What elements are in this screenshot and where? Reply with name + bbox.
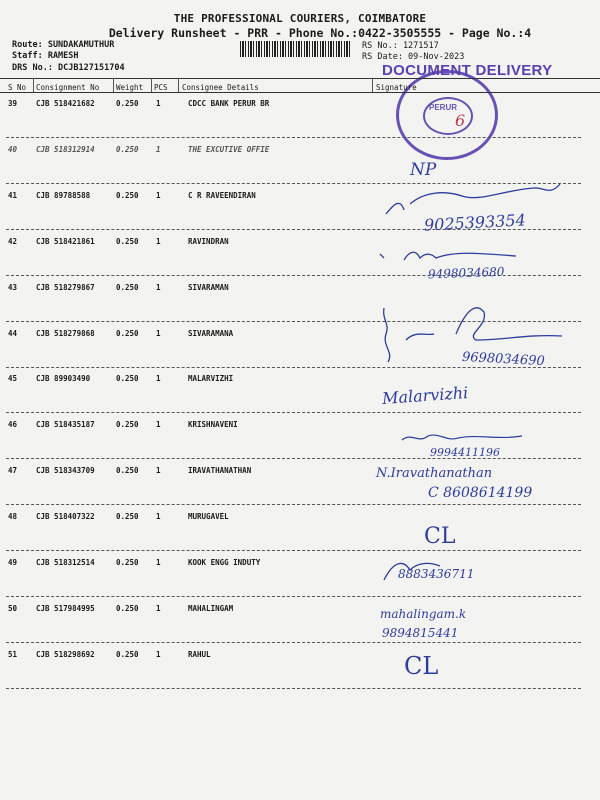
handwritten-phone-50: 9894815441 — [382, 626, 459, 640]
col-divider — [372, 78, 373, 92]
row-consignment-no: CJB 89788588 — [36, 190, 91, 200]
row-pcs: 1 — [156, 512, 161, 522]
handwritten-name-45: Malarvizhi — [381, 383, 469, 408]
row-separator — [6, 596, 581, 597]
row-weight: 0.250 — [116, 190, 139, 200]
row-weight: 0.250 — [116, 512, 139, 522]
row-sno: 41 — [8, 190, 18, 200]
route-label: Route: SUNDAKAMUTHUR — [12, 40, 115, 50]
row-weight: 0.250 — [116, 374, 139, 384]
row-pcs: 1 — [156, 649, 161, 659]
row-pcs: 1 — [156, 282, 161, 292]
table-row — [0, 650, 600, 690]
stamp-city: PERUR — [429, 103, 458, 112]
row-weight: 0.250 — [116, 328, 139, 338]
row-sno: 42 — [8, 236, 18, 246]
handwritten-phone-46: 9994411196 — [430, 446, 500, 459]
row-pcs: 1 — [156, 236, 161, 246]
row-consignment-no: CJB 518279868 — [36, 328, 95, 338]
table-row — [0, 374, 600, 414]
row-sno: 47 — [8, 466, 18, 476]
row-consignment-no: CJB 518343709 — [36, 466, 95, 476]
col-divider — [178, 78, 179, 92]
row-sno: 51 — [8, 649, 18, 659]
row-sno: 44 — [8, 328, 18, 338]
row-separator — [6, 642, 581, 643]
row-consignment-no: CJB 518421682 — [36, 99, 95, 108]
runsheet-title: Delivery Runsheet - PRR - Phone No.:0422-3505555 - Page No.:4 — [108, 26, 532, 40]
handwritten-name-47: N.Iravathanathan — [376, 466, 493, 481]
row-pcs: 1 — [156, 420, 161, 430]
row-consignee: MAHALINGAM — [188, 603, 234, 613]
header-bottom-rule — [0, 92, 600, 93]
row-sno: 39 — [8, 99, 18, 108]
row-consignment-no: CJB 518312914 — [36, 144, 95, 154]
handwritten-phone-47: C 8608614199 — [428, 485, 533, 501]
document-delivery-stamp-title: DOCUMENT DELIVERY — [382, 62, 553, 79]
row-consignee: SIVARAMANA — [188, 328, 234, 338]
row-consignment-no: CJB 518407322 — [36, 512, 95, 522]
row-weight: 0.250 — [116, 558, 139, 567]
col-header-consignment: Consignment No — [36, 83, 100, 92]
row-sno: 43 — [8, 282, 18, 292]
barcode — [240, 41, 350, 57]
row-pcs: 1 — [156, 190, 161, 200]
row-consignee: RAVINDRAN — [188, 236, 229, 246]
col-header-sno: S No — [8, 83, 27, 92]
handwritten-cl-48: CL — [424, 524, 456, 549]
row-consignment-no: CJB 89903490 — [36, 374, 91, 384]
row-pcs: 1 — [156, 144, 161, 154]
row-sno: 40 — [8, 144, 18, 154]
col-divider — [113, 78, 114, 92]
row-consignment-no: CJB 517984995 — [36, 603, 95, 613]
drs-number: DRS No.: DCJB127151704 — [12, 63, 125, 73]
row-consignment-no: CJB 518312514 — [36, 558, 95, 567]
col-header-pcs: PCS — [154, 83, 168, 92]
row-sno: 45 — [8, 374, 18, 384]
row-consignment-no: CJB 518279867 — [36, 282, 95, 292]
row-pcs: 1 — [156, 328, 161, 338]
row-pcs: 1 — [156, 374, 161, 384]
row-sno: 49 — [8, 558, 18, 567]
row-weight: 0.250 — [116, 144, 139, 154]
stamp-mark: 6 — [455, 111, 466, 130]
handwritten-phone-49: 8883436711 — [398, 567, 475, 581]
row-weight: 0.250 — [116, 603, 139, 613]
signature-scribble-41 — [384, 180, 564, 220]
table-row — [0, 604, 600, 644]
company-title: THE PROFESSIONAL COURIERS, COIMBATORE — [173, 12, 427, 25]
row-consignee: MALARVIZHI — [188, 374, 234, 384]
row-sno: 50 — [8, 603, 18, 613]
table-row — [0, 145, 600, 185]
handwritten-phone-44: 9698034690 — [461, 349, 546, 370]
row-consignee: RAHUL — [188, 649, 211, 659]
staff-label: Staff: RAMESH — [12, 51, 79, 61]
handwritten-cl-51: CL — [404, 652, 439, 680]
row-weight: 0.250 — [116, 420, 139, 430]
row-separator — [6, 137, 581, 138]
row-consignee: KOOK ENGG INDUTY — [188, 558, 261, 567]
table-row — [0, 558, 600, 598]
row-weight: 0.250 — [116, 236, 139, 246]
handwritten-name-50: mahalingam.k — [380, 607, 467, 621]
row-consignee: SIVARAMAN — [188, 282, 229, 292]
col-header-weight: Weight — [116, 83, 144, 92]
signature-scribble-49 — [380, 556, 470, 586]
row-pcs: 1 — [156, 99, 161, 108]
row-sno: 48 — [8, 512, 18, 522]
signature-scribble-44 — [376, 300, 576, 370]
row-consignee: KRISHNAVENI — [188, 420, 238, 430]
row-pcs: 1 — [156, 603, 161, 613]
row-separator — [6, 412, 581, 413]
col-header-signature: Signature — [376, 83, 417, 92]
row-sno: 46 — [8, 420, 18, 430]
row-weight: 0.250 — [116, 649, 139, 659]
row-weight: 0.250 — [116, 282, 139, 292]
row-consignee: CDCC BANK PERUR BR — [188, 99, 270, 108]
row-weight: 0.250 — [116, 99, 139, 108]
col-divider — [151, 78, 152, 92]
rs-number: RS No.: 1271517 — [362, 41, 439, 51]
handwritten-phone-41: 9025393354 — [423, 210, 527, 235]
table-row — [0, 99, 600, 139]
table-row — [0, 512, 600, 552]
row-consignee: MURUGAVEL — [188, 512, 229, 522]
col-divider — [33, 78, 34, 92]
signature-scribble-42 — [376, 244, 526, 274]
rs-date: RS Date: 09-Nov-2023 — [362, 52, 465, 62]
row-consignment-no: CJB 518435187 — [36, 420, 95, 430]
signature-scribble-46 — [398, 430, 548, 450]
row-pcs: 1 — [156, 558, 161, 567]
header-top-rule — [0, 78, 600, 79]
row-consignment-no: CJB 518421861 — [36, 236, 95, 246]
handwritten-phone-42: 9498034680 — [427, 264, 505, 282]
row-separator — [6, 688, 581, 689]
row-consignee: IRAVATHANATHAN — [188, 466, 252, 476]
row-consignee: C R RAVEENDIRAN — [188, 190, 256, 200]
row-separator — [6, 550, 581, 551]
row-weight: 0.250 — [116, 466, 139, 476]
row-consignee: THE EXCUTIVE OFFIE — [188, 144, 270, 154]
handwritten-np: NP — [410, 160, 437, 180]
col-header-consignee: Consignee Details — [182, 83, 259, 92]
row-consignment-no: CJB 518298692 — [36, 649, 95, 659]
row-pcs: 1 — [156, 466, 161, 476]
row-separator — [6, 504, 581, 505]
